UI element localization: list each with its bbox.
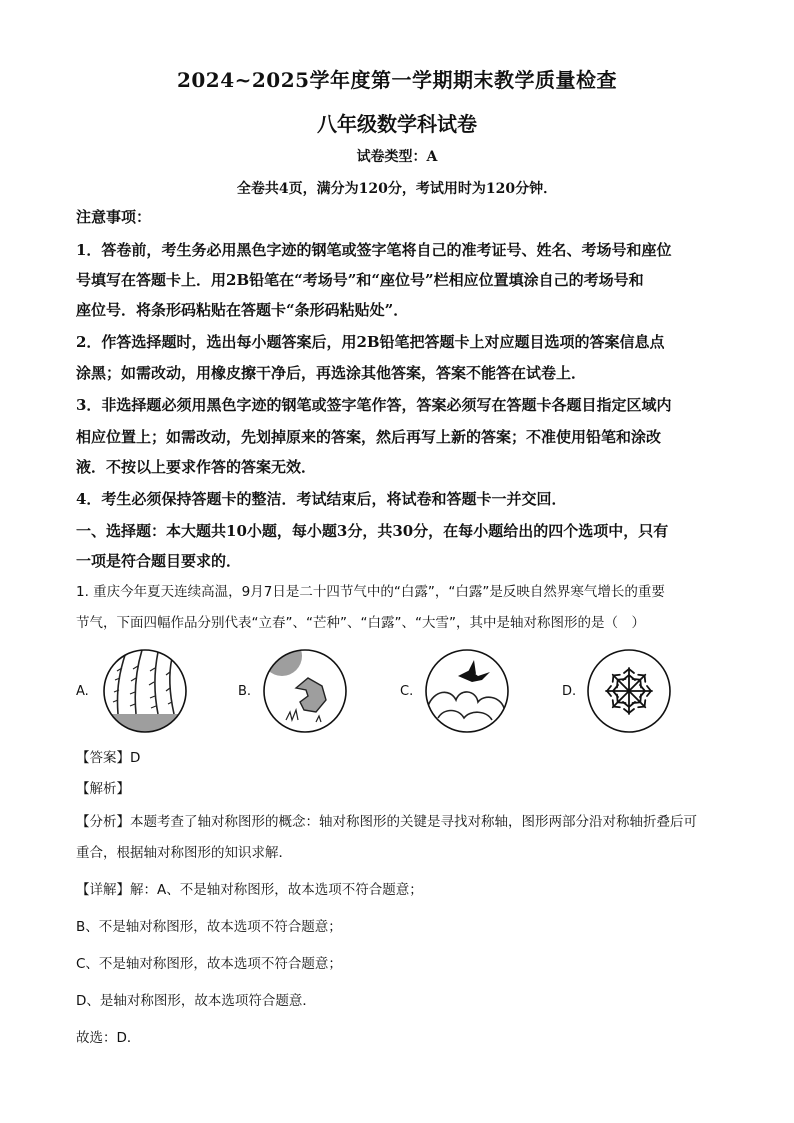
bird-hills-icon: [424, 648, 510, 734]
detail-line: D、是轴对称图形，故本选项符合题意．: [76, 993, 316, 1009]
paper-type: 试卷类型：A: [356, 149, 438, 165]
exam-subtitle: 八年级数学科试卷: [317, 112, 477, 136]
question-options: [76, 648, 736, 740]
answer-value: D: [130, 750, 141, 766]
notice-line: 液．不按以上要求作答的答案无效．: [76, 458, 317, 476]
notice-line: 2．作答选择题时，选出每小题答案后，用2B铅笔把答题卡上对应题目选项的答案信息点: [76, 333, 665, 351]
option-c: [400, 648, 530, 740]
option-label: A.: [76, 684, 89, 699]
analysis-text: 【分析】本题考查了轴对称图形的概念：轴对称图形的关键是寻找对称轴，图形两部分沿对称轴折叠后可: [76, 814, 697, 830]
question-text: 节气，下面四幅作品分别代表“立春”、“芒种”、“白露”、“大雪”，其中是轴对称图形的是（ ）: [76, 615, 645, 631]
section-heading: 一、选择题：本大题共10小题，每小题3分，共30分，在每小题给出的四个选项中，只有: [76, 522, 669, 540]
option-d: [562, 648, 692, 740]
notice-line: 涂黑；如需改动，用橡皮擦干净后，再选涂其他答案，答案不能答在试卷上．: [76, 364, 587, 382]
willow-icon: [102, 648, 188, 734]
notice-heading: 注意事项：: [76, 208, 152, 226]
notice-line: 1．答卷前，考生务必用黑色字迹的钢笔或签字笔将自己的准考证号、姓名、考场号和座位: [76, 241, 672, 259]
exam-meta: 全卷共4页，满分为120分，考试用时为120分钟．: [236, 181, 558, 197]
notice-line: 座位号．将条形码粘贴在答题卡“条形码粘贴处”．: [76, 301, 409, 319]
detail-line: C、不是轴对称图形，故本选项不符合题意；: [76, 956, 342, 972]
notice-line: 4．考生必须保持答题卡的整洁．考试结束后，将试卷和答题卡一并交回．: [76, 490, 567, 508]
notice-line: 3．非选择题必须用黑色字迹的钢笔或签字笔作答，答案必须写在答题卡各题目指定区域内: [76, 396, 672, 414]
detail-line: 【详解】解：A、不是轴对称图形，故本选项不符合题意；: [76, 882, 423, 898]
notice-line: 相应位置上；如需改动，先划掉原来的答案，然后再写上新的答案；不准使用铅笔和涂改: [76, 428, 662, 446]
option-b: [238, 648, 368, 740]
question-text: 1. 重庆今年夏天连续高温，9月7日是二十四节气中的“白露”，“白露”是反映自然界寒气增长的重要: [76, 584, 665, 600]
snowflake-icon: [586, 648, 672, 734]
exam-title: 2024~2025学年度第一学期期末教学质量检查: [176, 68, 618, 92]
option-label: C.: [400, 684, 414, 699]
option-a: [76, 648, 196, 740]
detail-line: B、不是轴对称图形，故本选项不符合题意；: [76, 919, 342, 935]
analysis-tag: 【解析】: [76, 781, 130, 797]
answer-tag: 【答案】: [76, 750, 130, 766]
answer-line: [76, 746, 726, 770]
notice-line: 号填写在答题卡上．用2B铅笔在“考场号”和“座位号”栏相应位置填涂自己的考场号和: [76, 271, 644, 289]
field-icon: [262, 648, 348, 734]
option-label: D.: [562, 684, 577, 699]
section-heading: 一项是符合题目要求的．: [76, 552, 242, 570]
detail-line: 故选：D．: [76, 1030, 141, 1046]
analysis-text: 重合，根据轴对称图形的知识求解．: [76, 845, 292, 861]
option-label: B.: [238, 684, 252, 699]
